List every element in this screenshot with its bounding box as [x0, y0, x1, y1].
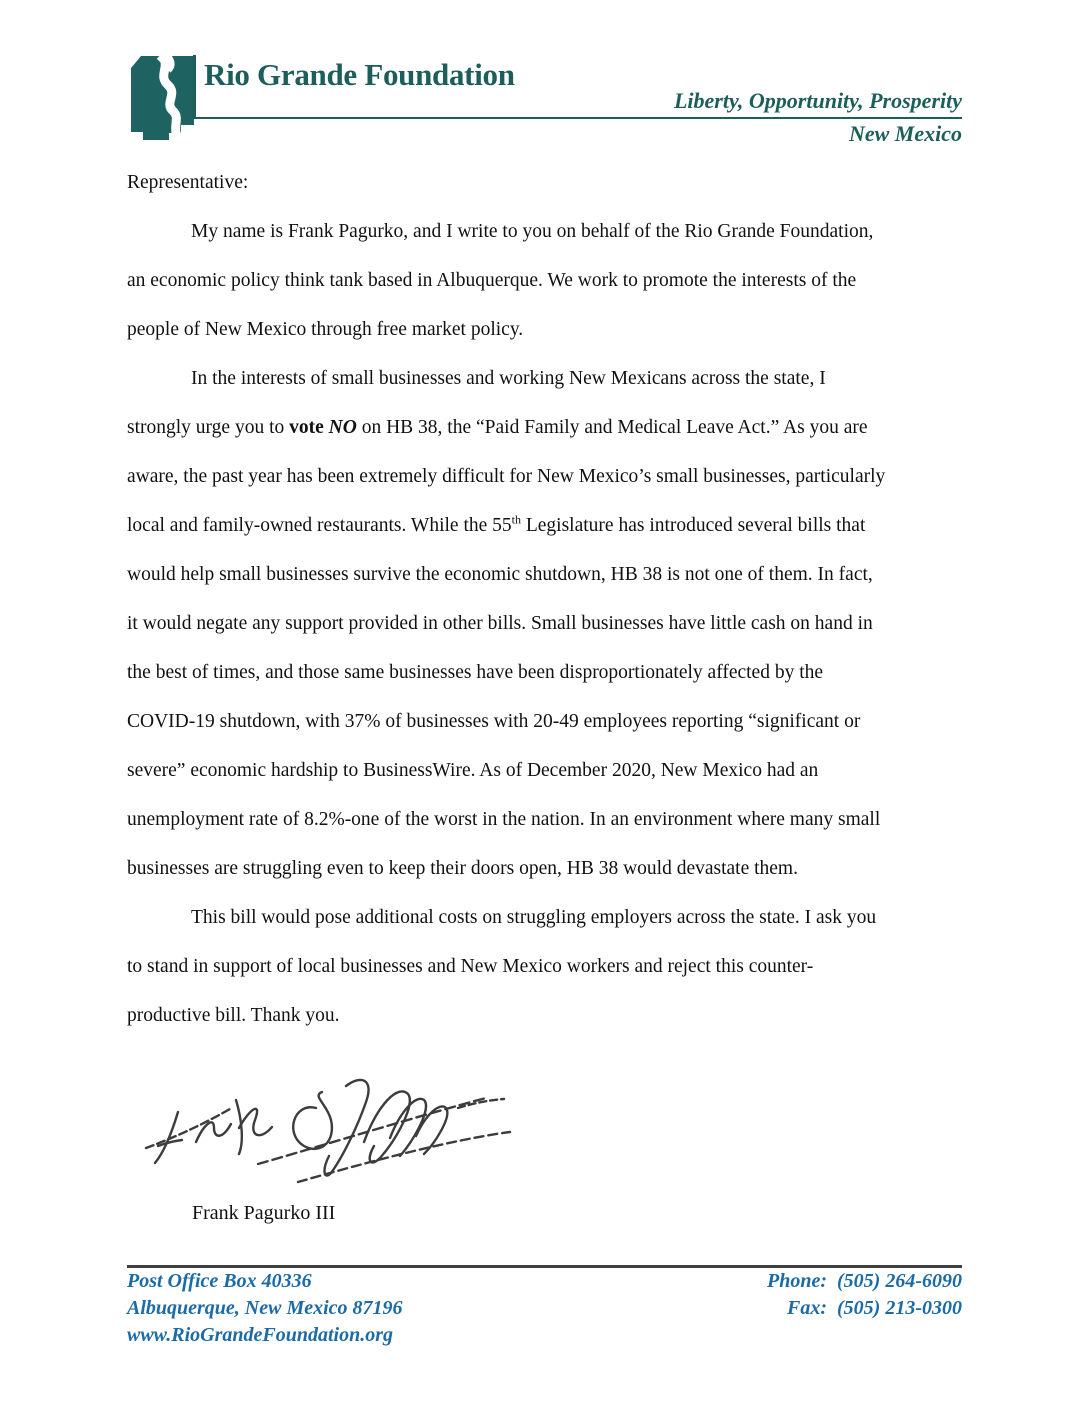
signer-name: Frank Pagurko III — [192, 1202, 336, 1224]
letter-line: My name is Frank Pagurko, and I write to you on behalf of the Rio Grande Foundation, — [191, 221, 874, 242]
letter-line: productive bill. Thank you. — [127, 1005, 340, 1026]
letter-line: aware, the past year has been extremely difficult for New Mexico’s small businesses, particularly — [127, 466, 886, 487]
footer-city-state: Albuquerque, New Mexico 87196 — [127, 1297, 403, 1319]
fax-number: (505) 213-0300 — [837, 1297, 962, 1319]
letter-body — [127, 158, 972, 1040]
org-region: New Mexico — [848, 121, 962, 146]
org-title: Rio Grande Foundation — [204, 57, 515, 92]
letter-line: to stand in support of local businesses and New Mexico workers and reject this counter- — [127, 956, 814, 977]
letter-line: businesses are struggling even to keep their doors open, HB 38 would devastate them. — [127, 858, 798, 879]
footer-phone-line — [767, 1268, 962, 1295]
header-vertical-divider — [193, 55, 196, 118]
footer-website: www.RioGrandeFoundation.org — [127, 1324, 394, 1346]
letter-line: it would negate any support provided in other bills. Small businesses have little cash on hand in — [127, 613, 873, 634]
letter-line: unemployment rate of 8.2%-one of the worst in the nation. In an environment where many small — [127, 809, 881, 830]
footer-contact-block — [767, 1268, 962, 1322]
fax-label: Fax: — [787, 1297, 828, 1319]
salutation: Representative: — [127, 172, 249, 193]
signature-image — [138, 1046, 518, 1196]
letter-line: severe” economic hardship to BusinessWire. As of December 2020, New Mexico had an — [127, 760, 819, 781]
footer-address-block — [127, 1268, 403, 1349]
phone-number: (505) 264-6090 — [837, 1270, 962, 1292]
letter-line: the best of times, and those same businesses have been disproportionately affected by the — [127, 662, 824, 683]
phone-label: Phone: — [767, 1270, 828, 1292]
letter-line: COVID-19 shutdown, with 37% of businesses with 20-49 employees reporting “significant or — [127, 711, 861, 732]
letter-line: strongly urge you to vote NO on HB 38, the “Paid Family and Medical Leave Act.” As you are — [127, 417, 868, 438]
letter-line: an economic policy think tank based in Albuquerque. We work to promote the interests of the — [127, 270, 857, 291]
header-horizontal-rule — [193, 117, 962, 119]
letter-line: local and family-owned restaurants. While the 55th Legislature has introduced several bills that — [127, 512, 866, 536]
letter-line: This bill would pose additional costs on struggling employers across the state. I ask you — [191, 907, 877, 928]
org-tagline: Liberty, Opportunity, Prosperity — [673, 88, 962, 113]
footer-fax-line — [767, 1295, 962, 1322]
letter-paragraphs — [127, 207, 972, 1040]
letter-line: would help small businesses survive the economic shutdown, HB 38 is not one of them. In fact, — [127, 564, 873, 585]
letter-line: people of New Mexico through free market policy. — [127, 319, 524, 340]
letter-line: In the interests of small businesses and working New Mexicans across the state, I — [191, 368, 826, 389]
footer-po-box: Post Office Box 40336 — [127, 1270, 312, 1292]
new-mexico-river-logo-icon — [128, 54, 196, 144]
